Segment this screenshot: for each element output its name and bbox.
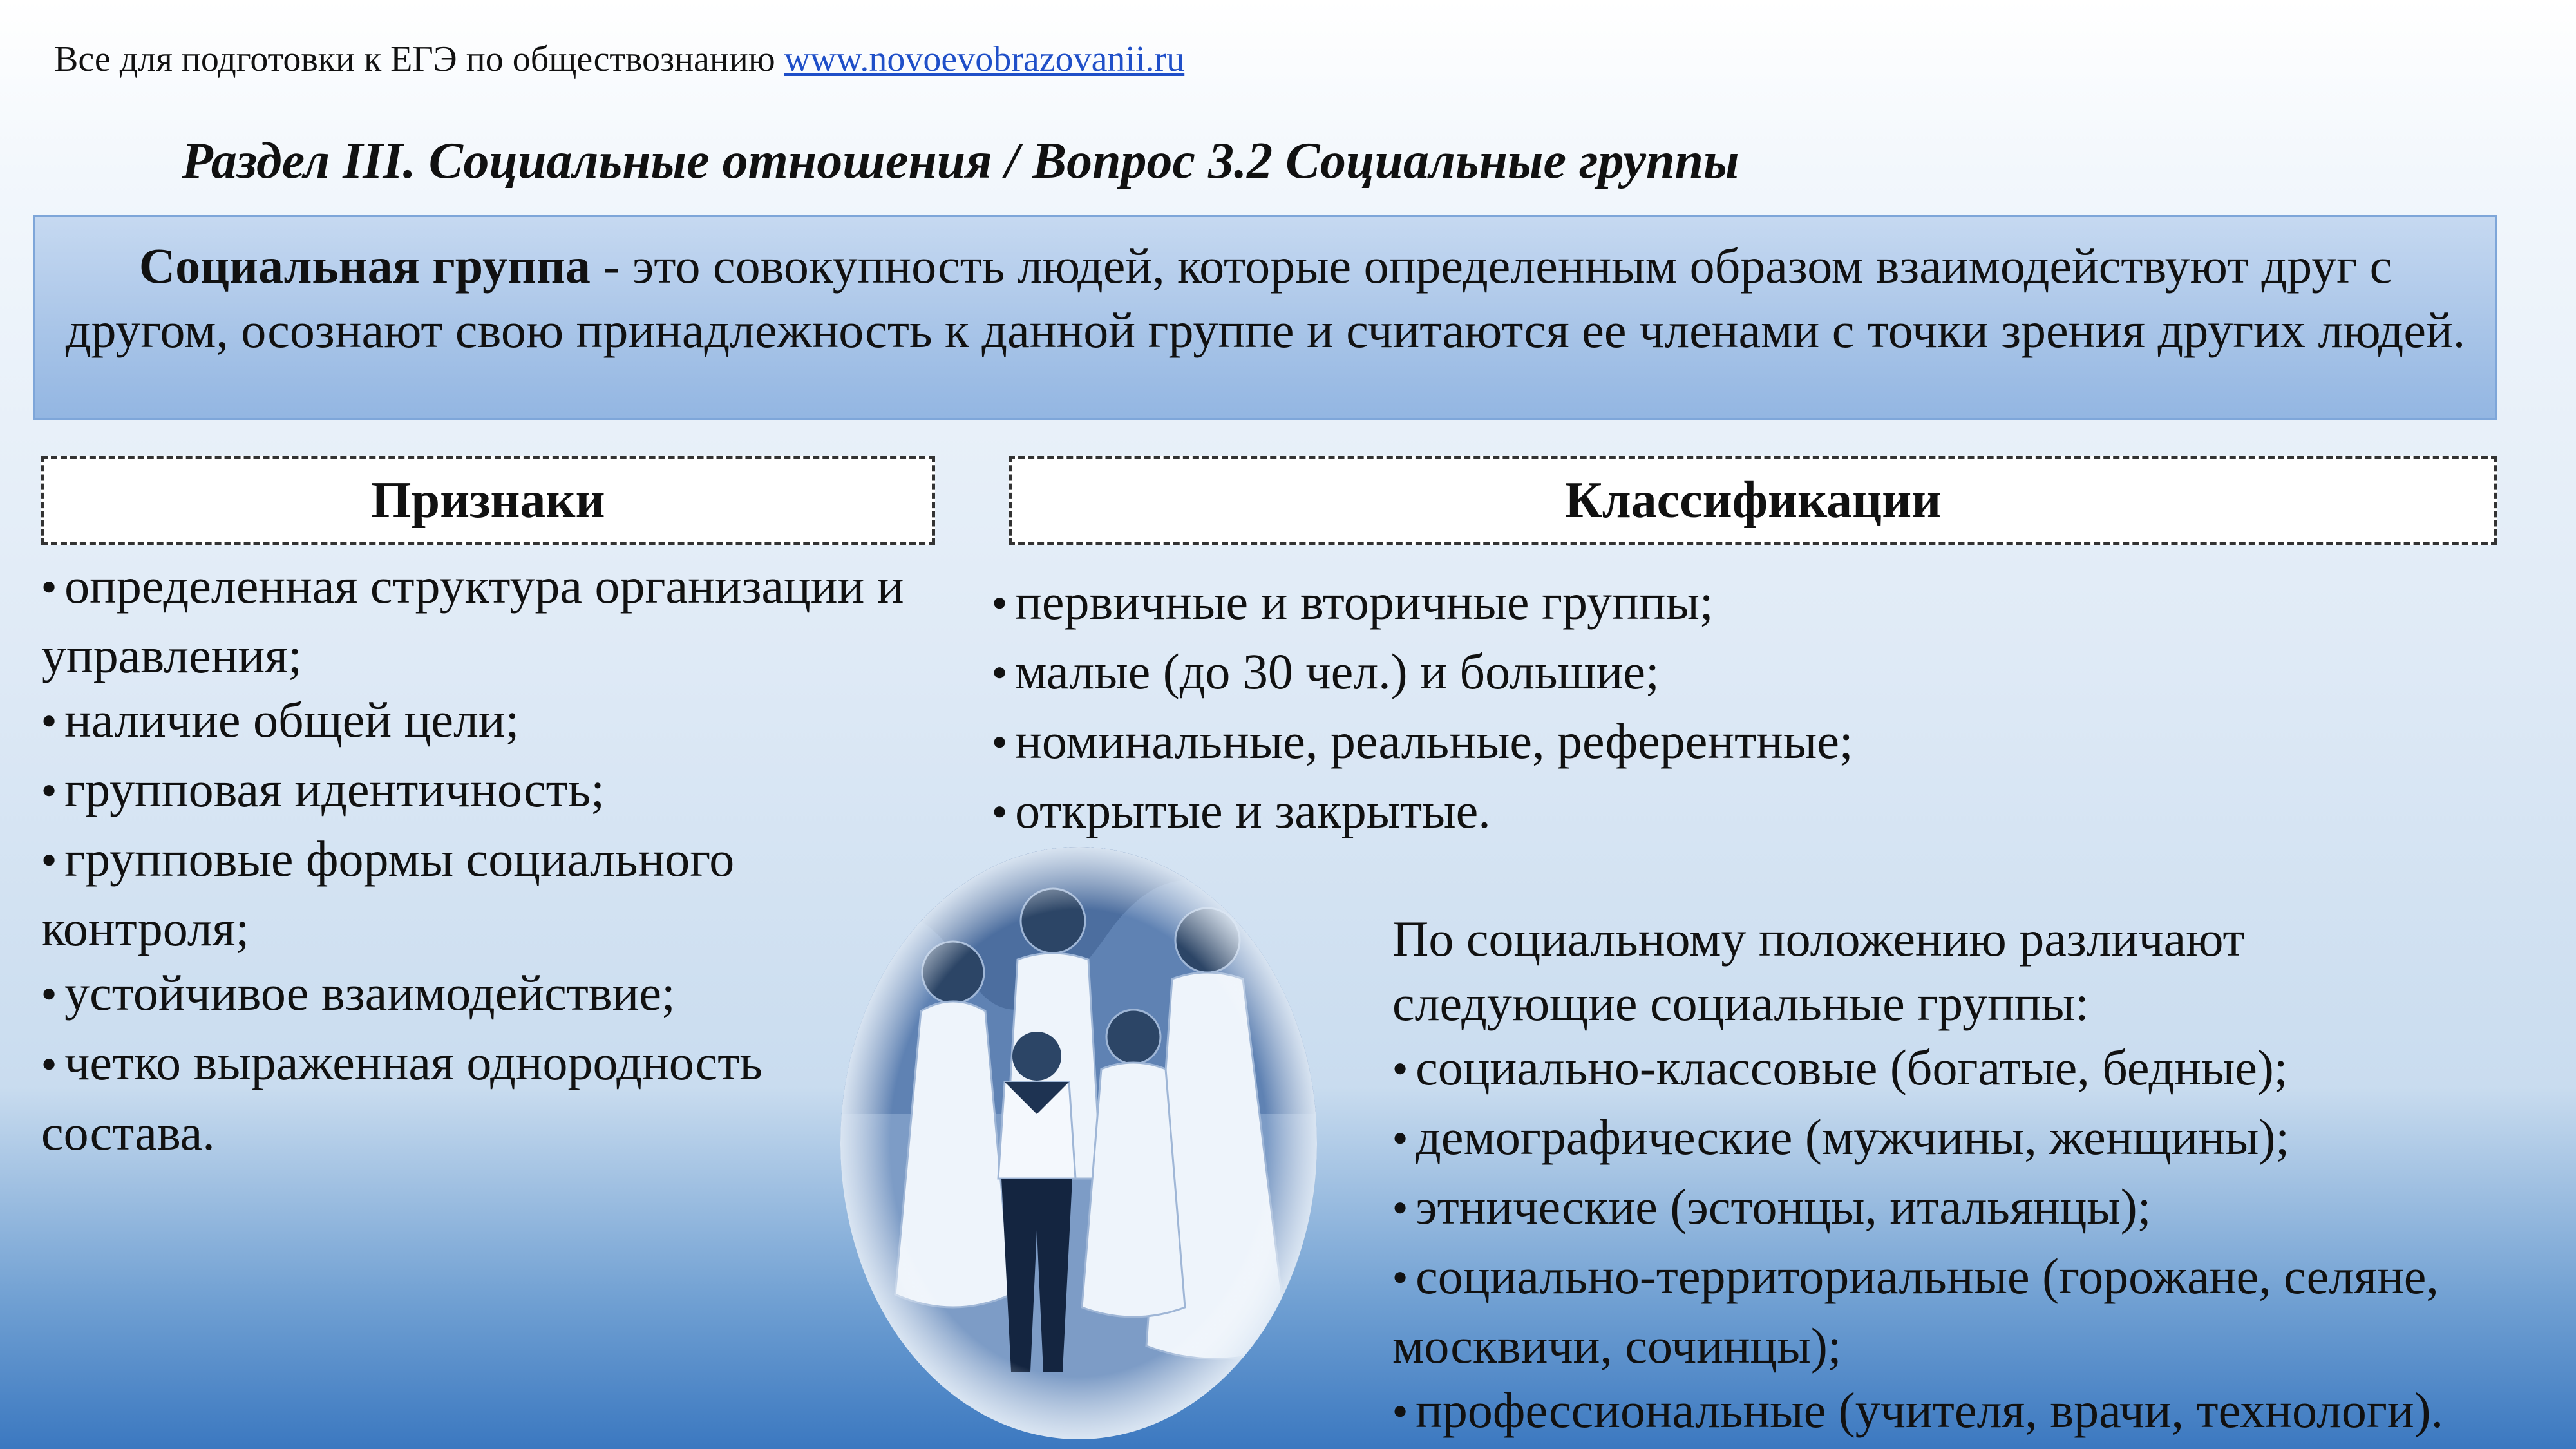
list-item: ● социально-территориальные (горожане, селяне, москвичи, сочинцы);: [1392, 1248, 2439, 1374]
bullet-icon: ●: [992, 587, 1008, 617]
bullet-icon: ●: [1392, 1396, 1408, 1425]
signs-heading: Признаки: [371, 471, 605, 529]
definition-text: - это совокупность людей, которые определенным образом взаимодействуют друг с другом, осознают свою принадлежность к данной группе и считаются ее членами с точки зрения других людей.: [65, 238, 2466, 358]
bullet-icon: ●: [1392, 1053, 1408, 1083]
bullet-icon: ●: [41, 705, 57, 735]
site-header: [54, 39, 1184, 80]
classifications-list: [992, 570, 2473, 848]
bullet-icon: ●: [1392, 1262, 1408, 1291]
bullet-icon: ●: [1392, 1122, 1408, 1152]
social-position-list: [1392, 907, 2571, 1448]
list-item: ● устойчивое взаимодействие;: [41, 965, 676, 1021]
bullet-icon: ●: [1392, 1192, 1408, 1222]
signs-list: [41, 554, 943, 1165]
list-item: ● определенная структура организации и управления;: [41, 558, 904, 684]
list-item: ● групповая идентичность;: [41, 761, 605, 818]
bullet-icon: ●: [992, 726, 1008, 756]
bullet-icon: ●: [41, 844, 57, 874]
list-item: ● открытые и закрытые.: [992, 782, 1491, 839]
list-item: ● социально-классовые (богатые, бедные);: [1392, 1039, 2288, 1095]
list-item: ● четко выраженная однородность состава.: [41, 1034, 762, 1160]
bullet-icon: ●: [992, 657, 1008, 687]
list-item: ● номинальные, реальные, референтные;: [992, 713, 1853, 770]
list-item: ● малые (до 30 чел.) и большие;: [992, 643, 1660, 700]
classifications-heading-box: [1009, 456, 2497, 545]
social-position-intro: По социальному положению различают следующие социальные группы:: [1392, 911, 2245, 1031]
signs-heading-box: [41, 456, 935, 545]
definition-box: [33, 215, 2497, 420]
list-item: ● наличие общей цели;: [41, 692, 520, 748]
classifications-heading: Классификации: [1564, 471, 1942, 529]
bullet-icon: ●: [41, 1048, 57, 1077]
bullet-icon: ●: [41, 978, 57, 1008]
list-item: ● групповые формы социального контроля;: [41, 831, 735, 957]
list-item: ● первичные и вторичные группы;: [992, 574, 1714, 630]
bullet-icon: ●: [41, 571, 57, 601]
bullet-icon: ●: [41, 775, 57, 804]
definition-term: Социальная группа: [138, 238, 591, 294]
family-photo-icon: [837, 844, 1320, 1443]
bullet-icon: ●: [992, 796, 1008, 826]
header-text: Все для подготовки к ЕГЭ по обществознанию: [54, 39, 775, 79]
list-item: ● этнические (эстонцы, итальянцы);: [1392, 1179, 2152, 1235]
site-link[interactable]: www.novoevobrazovanii.ru: [784, 39, 1185, 79]
list-item: ● профессиональные (учителя, врачи, технологи).: [1392, 1382, 2444, 1439]
page-title: Раздел III. Социальные отношения / Вопрос 3.2 Социальные группы: [182, 133, 1739, 189]
list-item: ● демографические (мужчины, женщины);: [1392, 1109, 2290, 1166]
